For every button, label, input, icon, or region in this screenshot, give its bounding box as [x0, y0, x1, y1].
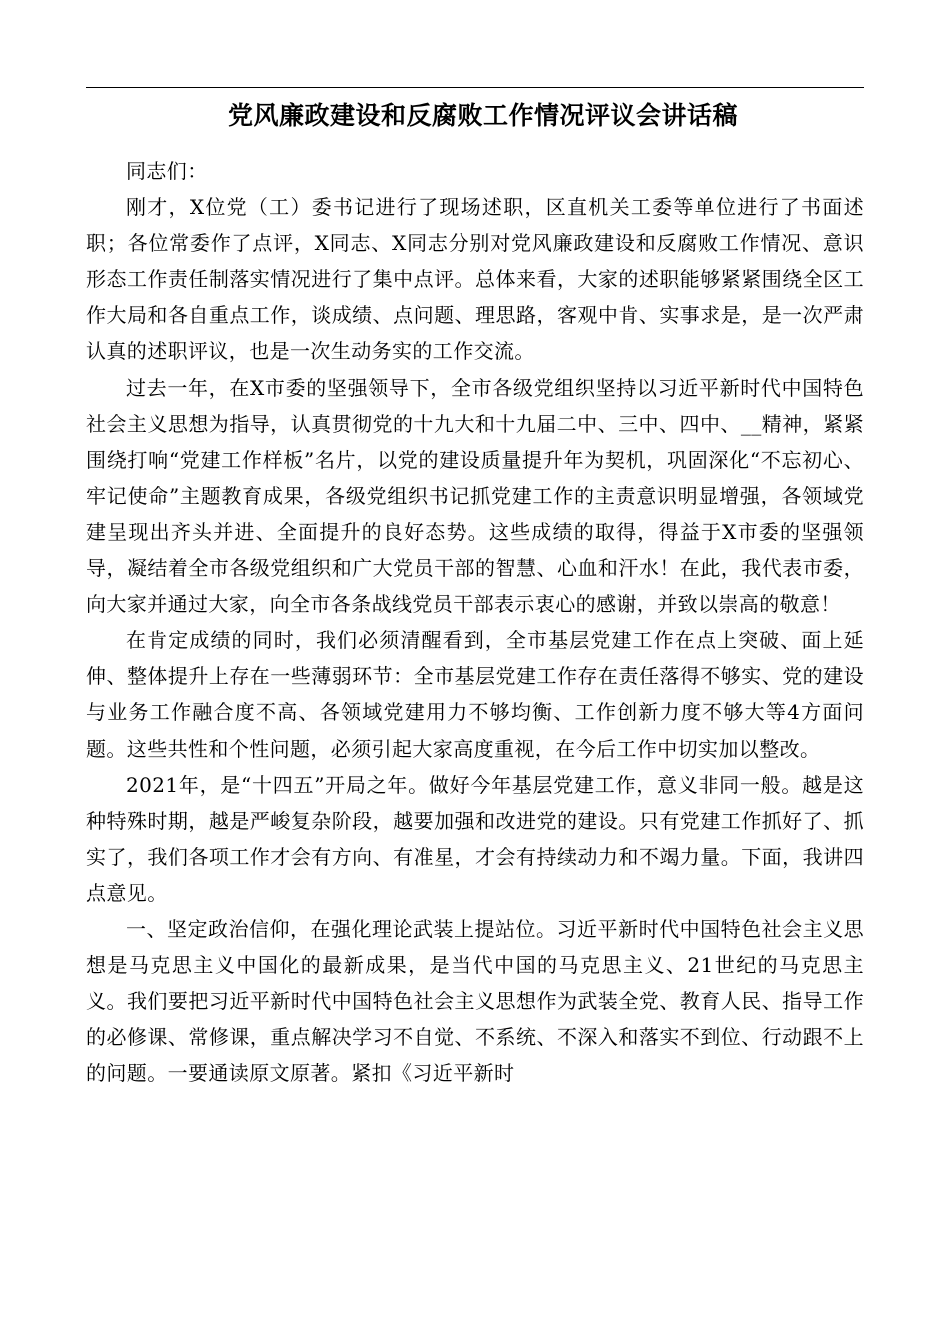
salutation: 同志们：: [126, 159, 208, 183]
header-rule: [86, 87, 864, 88]
paragraph-4: 2021年，是“十四五”开局之年。做好今年基层党建工作，意义非同一般。越是这种特殊时期，越是严峻复杂阶段，越要加强和改进党的建设。只有党建工作抓好了、抓实了，我们各项工作才会有方向、有准星，才会有持续动力和不竭力量。下面，我讲四点意见。: [86, 772, 864, 905]
paragraph-3: 在肯定成绩的同时，我们必须清醒看到，全市基层党建工作在点上突破、面上延伸、整体提升上存在一些薄弱环节：全市基层党建工作存在责任落得不够实、党的建设与业务工作融合度不高、各领域党建用力不够均衡、工作创新力度不够大等4方面问题。这些共性和个性问题，必须引起大家高度重视，在今后工作中切实加以整改。: [86, 628, 864, 761]
paragraph-5: 一、坚定政治信仰，在强化理论武装上提站位。习近平新时代中国特色社会主义思想是马克思主义中国化的最新成果，是当代中国的马克思主义、21世纪的马克思主义。我们要把习近平新时代中国特色社会主义思想作为武装全党、教育人民、指导工作的必修课、常修课，重点解决学习不自觉、不系统、不深入和落实不到位、行动跟不上的问题。一要通读原文原著。紧扣《习近平新时: [86, 916, 864, 1086]
document-body: [86, 149, 864, 1091]
document-title: 党风廉政建设和反腐败工作情况评议会讲话稿: [227, 101, 738, 130]
paragraph-2: 过去一年，在X市委的坚强领导下，全市各级党组织坚持以习近平新时代中国特色社会主义思想为指导，认真贯彻党的十九大和十九届二中、三中、四中、__精神，紧紧围绕打响“党建工作样板”名片，以党的建设质量提升年为契机，巩固深化“不忘初心、牢记使命”主题教育成果，各级党组织书记抓党建工作的主责意识明显增强，各领域党建呈现出齐头并进、全面提升的良好态势。这些成绩的取得，得益于X市委的坚强领导，凝结着全市各级党组织和广大党员干部的智慧、心血和汗水！在此，我代表市委，向大家并通过大家，向全市各条战线党员干部表示衷心的感谢，并致以崇高的敬意！: [86, 375, 864, 617]
paragraph-1: 刚才，X位党（工）委书记进行了现场述职，区直机关工委等单位进行了书面述职；各位常委作了点评，X同志、X同志分别对党风廉政建设和反腐败工作情况、意识形态工作责任制落实情况进行了集中点评。总体来看，大家的述职能够紧紧围绕全区工作大局和各自重点工作，谈成绩、点问题、理思路，客观中肯、实事求是，是一次严肃认真的述职评议，也是一次生动务实的工作交流。: [86, 195, 864, 364]
